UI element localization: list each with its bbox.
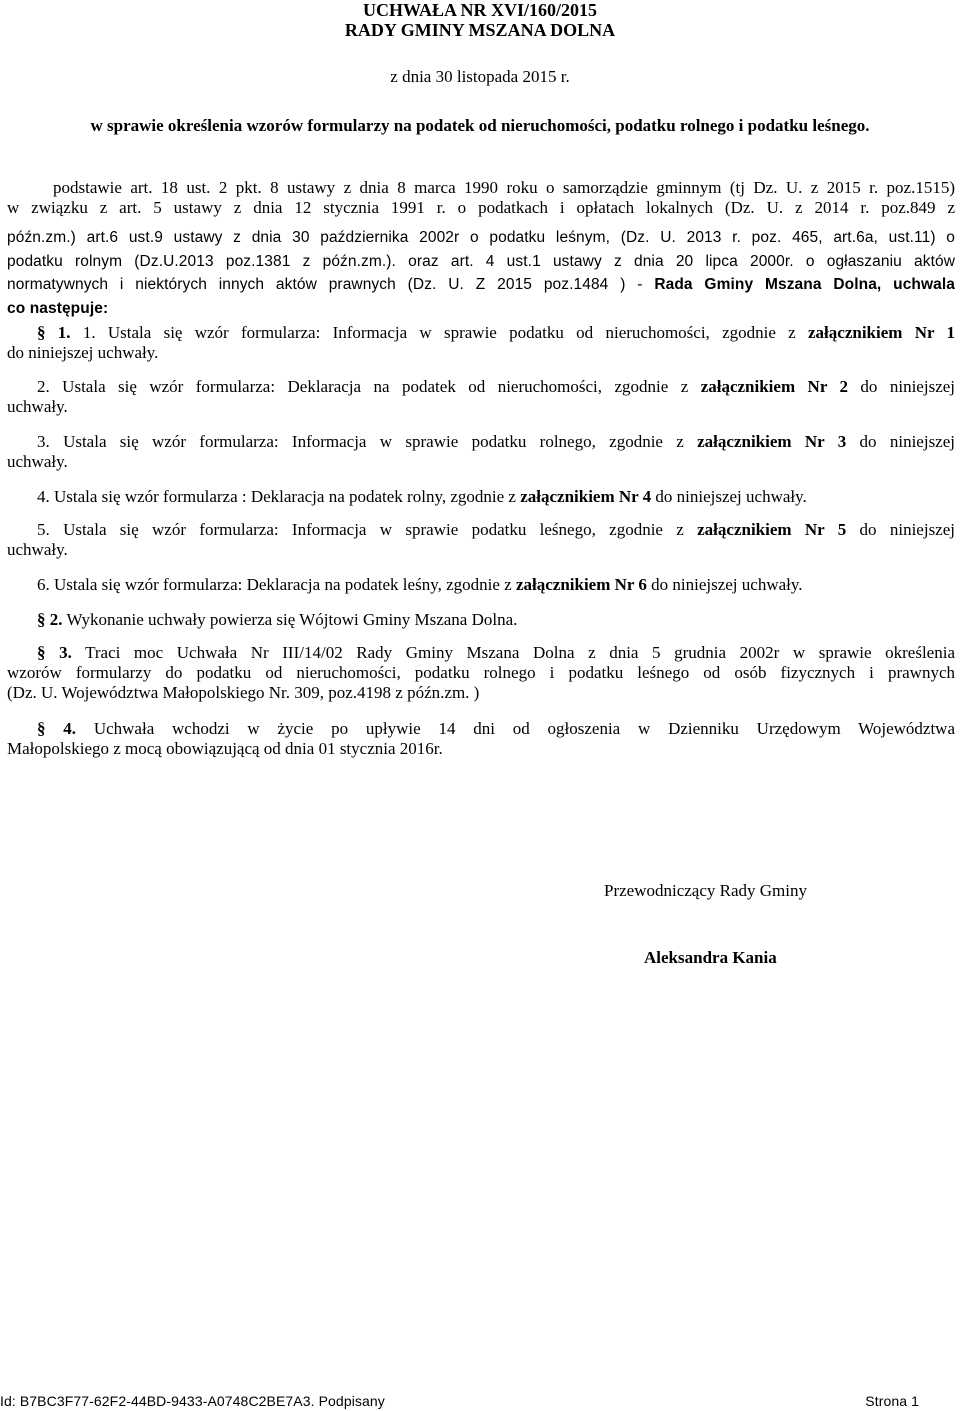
section-1-item-4-line-1 xyxy=(7,487,955,507)
section-2-text: Wykonanie uchwały powierza się Wójtowi Gminy Mszana Dolna. xyxy=(62,610,518,629)
preamble-line-5 xyxy=(7,273,955,297)
section-1-item-5 xyxy=(7,520,955,560)
section-1-item-6-tail: do niniejszej uchwały. xyxy=(646,575,803,594)
section-1-item-5-attachment: załącznikiem Nr 5 xyxy=(697,520,847,539)
section-2-marker: § 2. xyxy=(37,610,63,629)
section-1-item-6-line-1 xyxy=(7,575,955,595)
section-2-line xyxy=(7,610,955,630)
section-1-item-3-line-1 xyxy=(7,432,955,452)
preamble-decision: Rada Gminy Mszana Dolna, uchwala xyxy=(654,276,955,293)
preamble-line-3: późn.zm.) art.6 ust.9 ustawy z dnia 30 października 2002r o podatku leśnym, (Dz. U. 2013 r. poz. 465, art.6a, ust.11) o xyxy=(7,229,955,246)
section-1-marker: § 1. xyxy=(37,323,71,342)
section-4-marker: § 4. xyxy=(37,719,77,738)
section-3-line-1 xyxy=(7,643,955,663)
document-id: Id: B7BC3F77-62F2-44BD-9433-A0748C2BE7A3. Podpisany xyxy=(0,1393,385,1409)
preamble xyxy=(7,178,955,218)
section-1-item-4-attachment: załącznikiem Nr 4 xyxy=(520,487,652,506)
document-issuer: RADY GMINY MSZANA DOLNA xyxy=(344,20,616,40)
section-1-item-5-line-1 xyxy=(7,520,955,540)
section-1-item-4-text: 4. Ustala się wzór formularza : Deklaracja na podatek rolny, zgodnie z xyxy=(37,487,521,506)
section-1-item-1 xyxy=(7,323,955,363)
section-1-item-2-tail: do niniejszej xyxy=(848,377,956,396)
section-1-item-6-text: 6. Ustala się wzór formularza: Deklaracja na podatek leśny, zgodnie z xyxy=(37,575,516,594)
section-1-item-1-text: 1. Ustala się wzór formularza: Informacja w sprawie podatku od nieruchomości, zgodnie z xyxy=(70,323,809,342)
section-1-item-4-tail: do niniejszej uchwały. xyxy=(651,487,807,506)
section-1-item-3-attachment: załącznikiem Nr 3 xyxy=(697,432,847,451)
section-2 xyxy=(7,610,955,630)
section-1-item-5-tail: do niniejszej xyxy=(846,520,955,539)
section-1-item-6-attachment: załącznikiem Nr 6 xyxy=(515,575,647,594)
section-3-marker: § 3. xyxy=(37,643,72,662)
section-1-item-5-line-2: uchwały. xyxy=(7,540,68,559)
section-1-item-3-tail: do niniejszej xyxy=(846,432,955,451)
preamble-line-5-text: normatywnych i niektórych innych aktów prawnych (Dz. U. Z 2015 poz.1484 ) - xyxy=(7,276,655,293)
section-1-item-1-line-2: do niniejszej uchwały. xyxy=(7,343,159,362)
preamble-line-6: co następuje: xyxy=(7,299,109,317)
document-date: z dnia 30 listopada 2015 r. xyxy=(390,67,570,86)
section-1-item-2-attachment: załącznikiem Nr 2 xyxy=(700,377,848,396)
section-1-item-2-line-2: uchwały. xyxy=(7,397,68,416)
section-1-item-4 xyxy=(7,487,955,507)
document-title: UCHWAŁA NR XVI/160/2015 xyxy=(362,0,598,20)
section-1-item-3 xyxy=(7,432,955,472)
section-4-line-1 xyxy=(7,719,955,739)
section-1-item-2 xyxy=(7,377,955,417)
section-1-item-3-text: 3. Ustala się wzór formularza: Informacja w sprawie podatku rolnego, zgodnie z xyxy=(37,432,698,451)
preamble-line-2: w związku z art. 5 ustawy z dnia 12 stycznia 1991 r. o podatkach i opłatach lokalnych (Dz. U. z 2014 r. poz.849 z xyxy=(7,198,955,217)
section-3 xyxy=(7,643,955,703)
preamble-line-1: podstawie art. 18 ust. 2 pkt. 8 ustawy z dnia 8 marca 1990 roku o samorządzie gminnym (tj Dz. U. z 2015 r. poz.1515) xyxy=(53,178,955,197)
section-1-item-1-attachment: załącznikiem Nr 1 xyxy=(808,323,956,342)
signature-role: Przewodniczący Rady Gminy xyxy=(604,881,807,900)
section-3-line-2: wzorów formularzy do podatku od nieruchomości, podatku rolnego i podatku leśnego od osób fizycznych i prawnych xyxy=(7,663,955,682)
section-1-item-1-line-1 xyxy=(7,323,955,343)
preamble-line-4: podatku rolnym (Dz.U.2013 poz.1381 z późn.zm.). oraz art. 4 ust.1 ustawy z dnia 20 lipca 2000r. o ogłaszaniu aktów xyxy=(7,252,955,270)
document-subject: w sprawie określenia wzorów formularzy na podatek od nieruchomości, podatku rolnego i podatku leśnego. xyxy=(90,116,870,135)
section-1-item-3-line-2: uchwały. xyxy=(7,452,68,471)
section-1-item-2-line-1 xyxy=(7,377,955,397)
section-4-line-2: Małopolskiego z mocą obowiązującą od dnia 01 stycznia 2016r. xyxy=(7,739,443,758)
section-4-text-1: Uchwała wchodzi w życie po upływie 14 dni od ogłoszenia w Dzienniku Urzędowym Województwa xyxy=(76,719,956,738)
page-number: Strona 1 xyxy=(865,1393,919,1409)
section-3-text-1: Traci moc Uchwała Nr III/14/02 Rady Gminy Mszana Dolna z dnia 5 grudnia 2002r w sprawie określenia xyxy=(71,643,956,662)
section-4 xyxy=(7,719,955,759)
section-1-item-6 xyxy=(7,575,955,595)
section-1-item-5-text: 5. Ustala się wzór formularza: Informacja w sprawie podatku leśnego, zgodnie z xyxy=(37,520,698,539)
signature-name: Aleksandra Kania xyxy=(644,948,777,967)
preamble-cont xyxy=(7,226,955,320)
section-1-item-2-text: 2. Ustala się wzór formularza: Deklaracja na podatek od nieruchomości, zgodnie z xyxy=(37,377,701,396)
section-3-line-3: (Dz. U. Województwa Małopolskiego Nr. 309, poz.4198 z późn.zm. ) xyxy=(7,683,480,702)
